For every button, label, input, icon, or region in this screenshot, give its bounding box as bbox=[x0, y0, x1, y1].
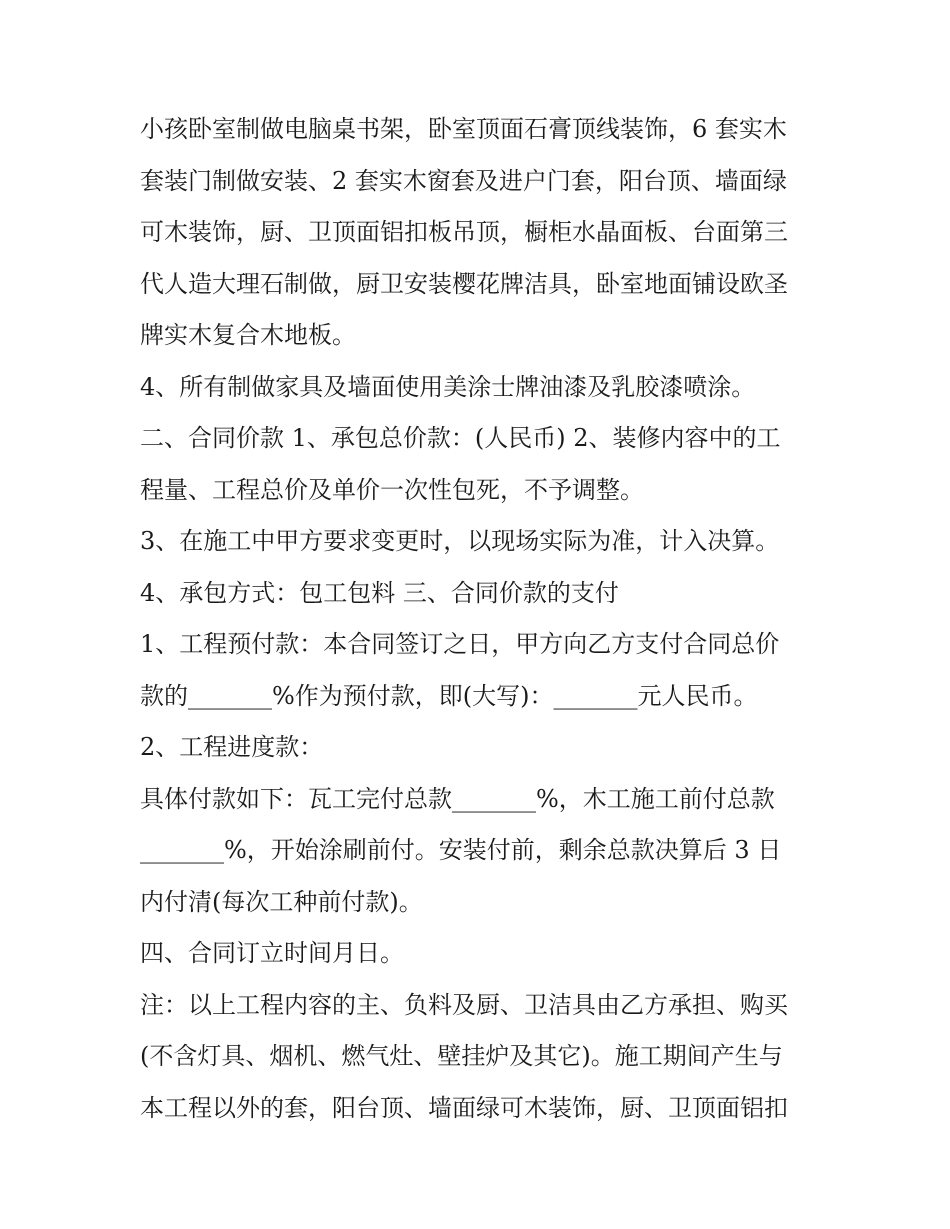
text-line: 代人造大理石制做，厨卫安装樱花牌洁具，卧室地面铺设欧圣 bbox=[140, 269, 788, 298]
text-line: 4、所有制做家具及墙面使用美涂士牌油漆及乳胶漆喷涂。 bbox=[140, 372, 756, 401]
document-body bbox=[140, 104, 820, 1134]
text-line: 四、合同订立时间月日。 bbox=[140, 939, 404, 967]
text-line: 本工程以外的套，阳台顶、墙面绿可木装饰，厨、卫顶面铝扣 bbox=[140, 1093, 788, 1122]
text-line: 注：以上工程内容的主、负料及厨、卫洁具由乙方承担、购买 bbox=[140, 990, 788, 1019]
text-line: 具体付款如下：瓦工完付总款_______%，木工施工前付总款 bbox=[140, 784, 775, 813]
text-line: 牌实木复合木地板。 bbox=[140, 321, 356, 349]
text-line: 4、承包方式：包工包料 三、合同价款的支付 bbox=[140, 578, 619, 607]
text-line: 2、工程进度款： bbox=[140, 733, 324, 761]
text-line: (不含灯具、烟机、燃气灶、壁挂炉及其它)。施工期间产生与 bbox=[140, 1042, 783, 1070]
text-line: 二、合同价款 1、承包总价款：(人民币) 2、装修内容中的工 bbox=[140, 424, 781, 452]
text-line: 1、工程预付款：本合同签订之日，甲方向乙方支付合同总价 bbox=[140, 630, 780, 658]
text-line: 款的_______%作为预付款，即(大写)：_______元人民币。 bbox=[140, 681, 758, 710]
text-line: 小孩卧室制做电脑桌书架，卧室顶面石膏顶线装饰，6 套实木 bbox=[140, 115, 787, 143]
text-line: 3、在施工中甲方要求变更时，以现场实际为准，计入决算。 bbox=[140, 527, 780, 555]
text-line: _______%，开始涂刷前付。安装付前，剩余总款决算后 3 日 bbox=[140, 836, 782, 864]
text-line: 可木装饰，厨、卫顶面铝扣板吊顶，橱柜水晶面板、台面第三 bbox=[140, 218, 788, 246]
text-line: 程量、工程总价及单价一次性包死，不予调整。 bbox=[140, 475, 644, 504]
text-line: 内付清(每次工种前付款)。 bbox=[140, 887, 423, 916]
text-line: 套装门制做安装、2 套实木窗套及进户门套，阳台顶、墙面绿 bbox=[140, 166, 787, 195]
